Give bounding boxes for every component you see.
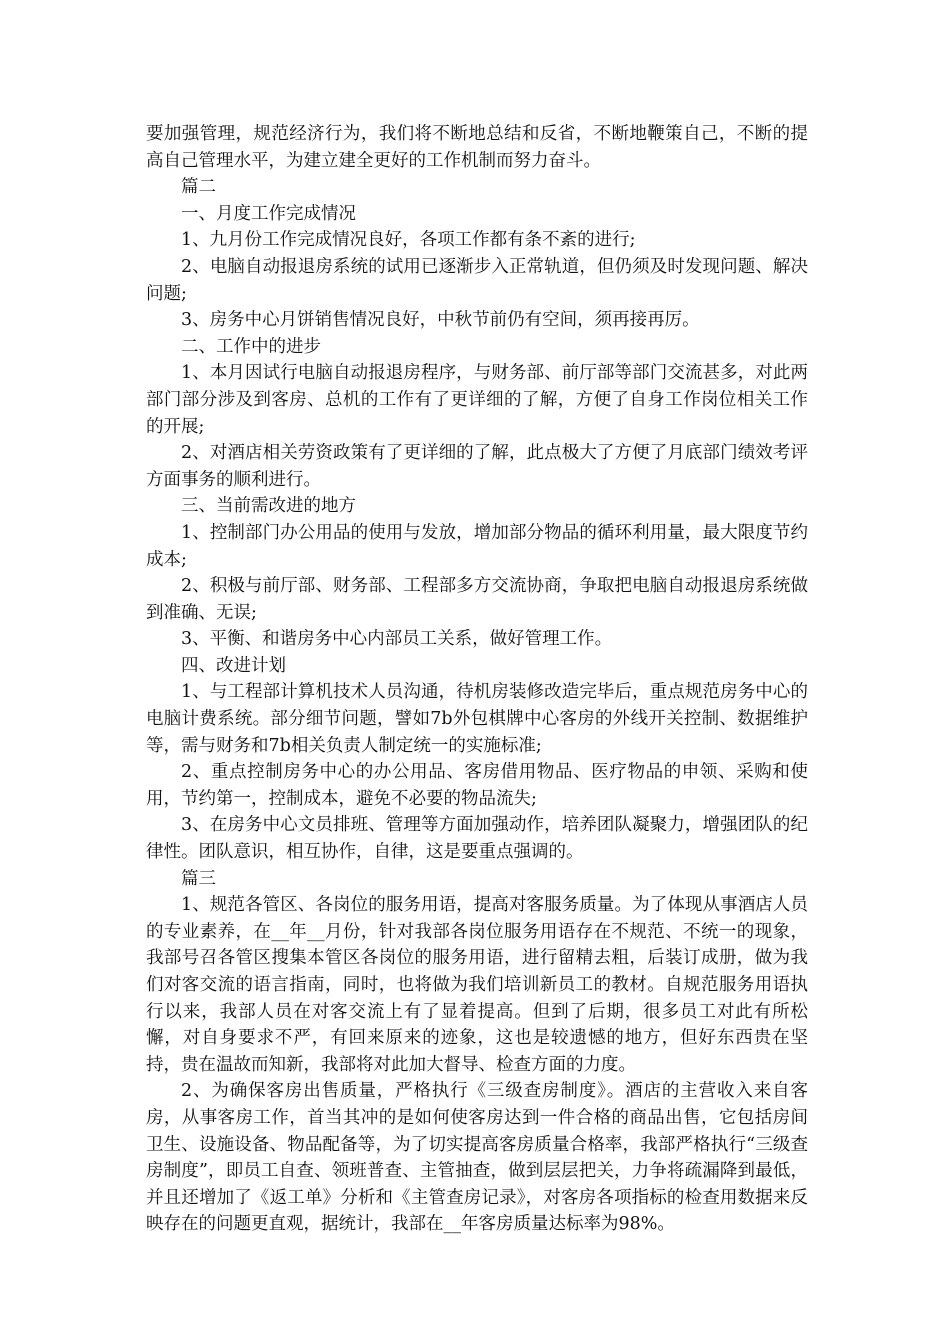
paragraph: 1、与工程部计算机技术人员沟通，待机房装修改造完毕后，重点规范房务中心的电脑计费系统。部分细节问题，譬如7b外包棋牌中心客房的外线开关控制、数据维护等，需与财务和7b相关负责人制定统一的实施标准; [146, 682, 808, 756]
section-heading-part-two: 篇二 [181, 177, 216, 198]
heading-improvements-needed: 三、当前需改进的地方 [181, 496, 356, 517]
paragraph: 1、规范各管区、各岗位的服务用语，提高对客服务质量。为了体现从事酒店人员的专业素养，在__年__月份，针对我部各岗位服务用语存在不规范、不统一的现象，我部号召各管区搜集本管区各岗位的服务用语，进行留精去粗，后装订成册，做为我们对客交流的语言指南，同时，也将做为我们培训新员工的教材。自规范服务用语执行以来，我部人员在对客交流上有了显着提高。但到了后期，很多员工对此有所松懈，对自身要求不严，有回来原来的迹象，这也是较遗憾的地方，但好东西贵在坚持，贵在温故而知新，我部将对此加大督导、检查方面的力度。 [146, 895, 808, 1075]
paragraph: 2、积极与前厅部、财务部、工程部多方交流协商，争取把电脑自动报退房系统做到准确、无误; [146, 576, 808, 623]
paragraph: 2、电脑自动报退房系统的试用已逐渐步入正常轨道，但仍须及时发现问题、解决问题; [146, 256, 808, 304]
heading-progress: 二、工作中的进步 [181, 336, 321, 357]
heading-improvement-plan: 四、改进计划 [181, 655, 286, 676]
paragraph: 1、九月份工作完成情况良好，各项工作都有条不紊的进行; [181, 230, 636, 251]
paragraph: 1、本月因试行电脑自动报退房程序，与财务部、前厅部等部门交流甚多，对此两部门部分涉及到客房、总机的工作有了更详细的了解，方便了自身工作岗位相关工作的开展; [146, 363, 808, 437]
paragraph: 2、重点控制房务中心的办公用品、客房借用物品、医疗物品的申领、采购和使用，节约第一，控制成本，避免不必要的物品流失; [146, 762, 808, 809]
paragraph: 3、房务中心月饼销售情况良好，中秋节前仍有空间，须再接再厉。 [181, 310, 700, 331]
section-heading-part-three: 篇三 [181, 868, 216, 889]
paragraph: 1、控制部门办公用品的使用与发放，增加部分物品的循环利用量，最大限度节约成本; [146, 522, 808, 570]
heading-monthly-work: 一、月度工作完成情况 [181, 203, 356, 224]
paragraph: 3、平衡、和谐房务中心内部员工关系，做好管理工作。 [181, 629, 613, 650]
paragraph-continuation: 要加强管理，规范经济行为，我们将不断地总结和反省，不断地鞭策自己，不断的提高自己管理水平，为建立建全更好的工作机制而努力奋斗。 [146, 124, 808, 171]
paragraph: 3、在房务中心文员排班、管理等方面加强动作，培养团队凝聚力，增强团队的纪律性。团队意识，相互协作，自律，这是要重点强调的。 [146, 815, 808, 863]
document-body [146, 121, 808, 1238]
paragraph: 2、对酒店相关劳资政策有了更详细的了解，此点极大了方便了月底部门绩效考评方面事务的顺利进行。 [146, 443, 808, 490]
paragraph: 2、为确保客房出售质量，严格执行《三级查房制度》。酒店的主营收入来自客房，从事客房工作，首当其冲的是如何使客房达到一件合格的商品出售，它包括房间卫生、设施设备、物品配备等，为了切实提高客房质量合格率，我部严格执行“三级查房制度”，即员工自查、领班普查、主管抽查，做到层层把关，力争将疏漏降到最低，并且还增加了《返工单》分析和《主管查房记录》，对客房各项指标的检查用数据来反映存在的问题更直观，据统计，我部在__年客房质量达标率为98%。 [146, 1081, 808, 1235]
